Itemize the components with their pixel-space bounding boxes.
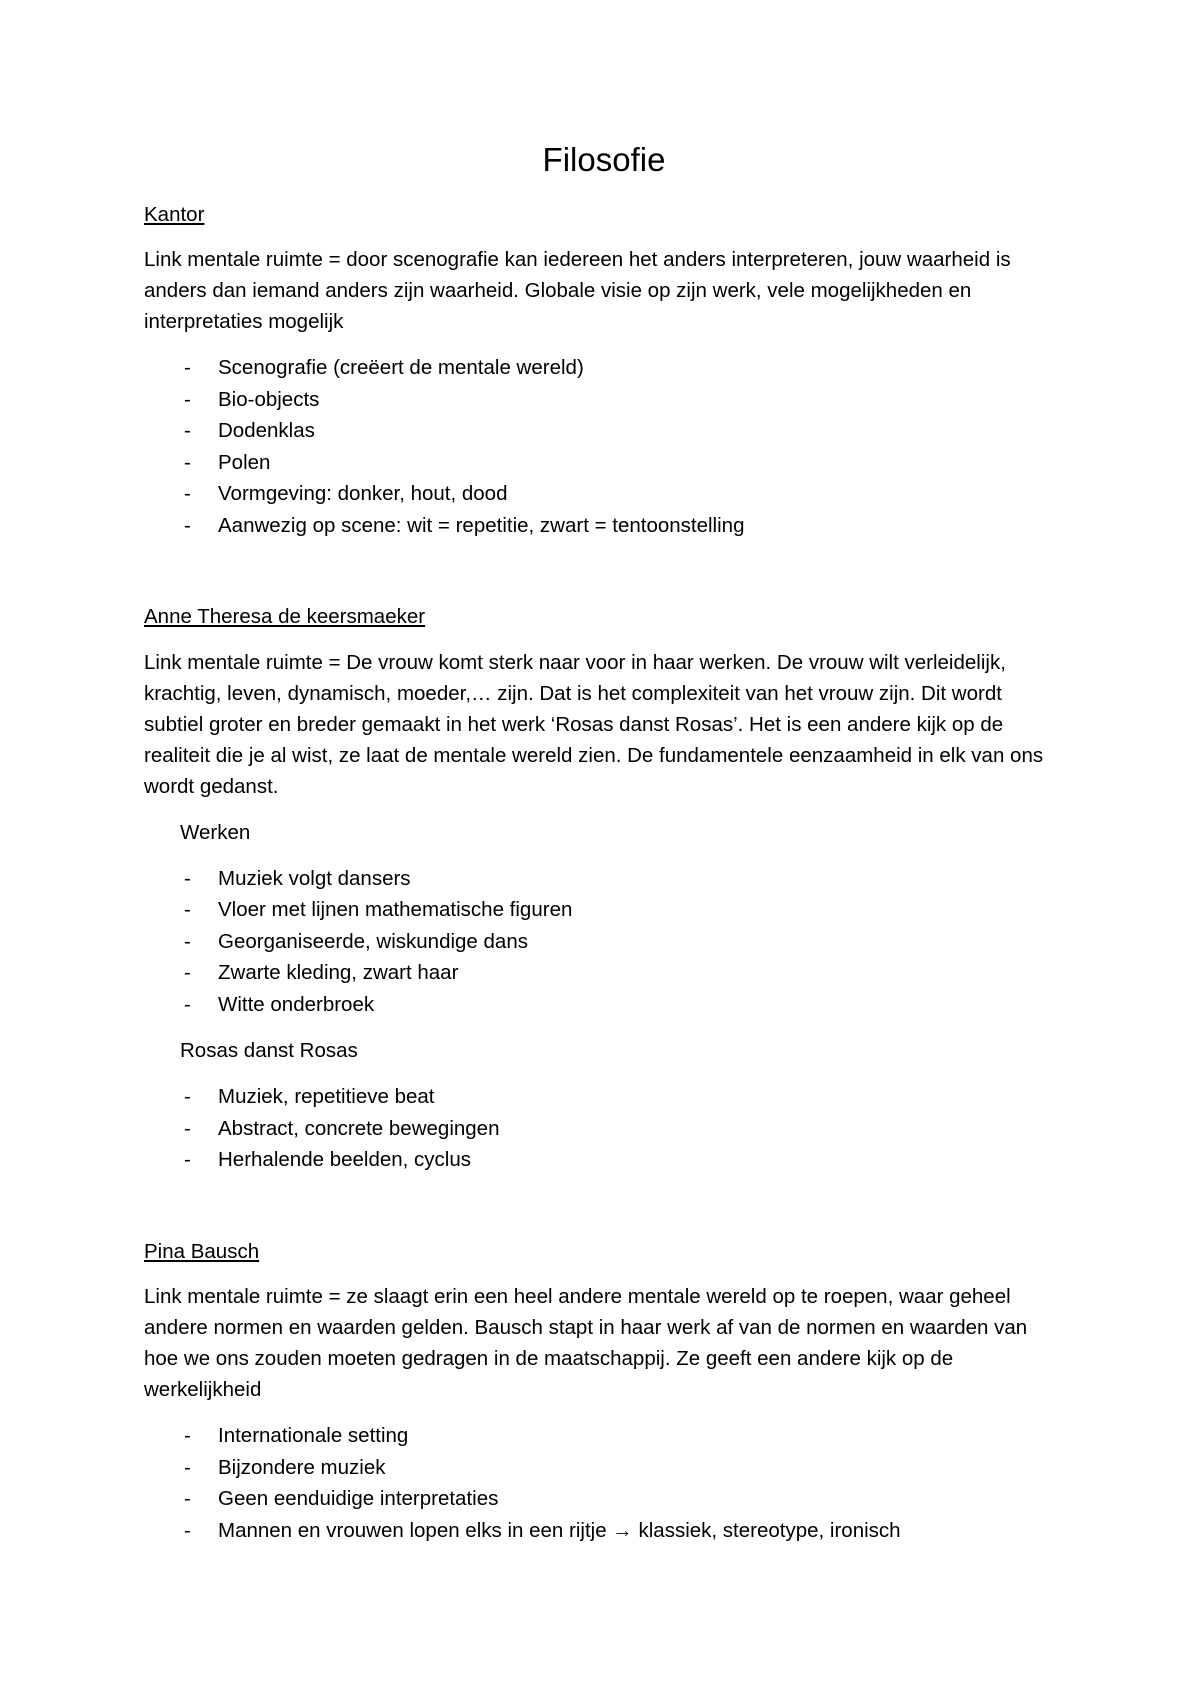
subheading-rosas-danst-rosas: Rosas danst Rosas bbox=[180, 1039, 358, 1063]
list-item: - Dodenklas bbox=[144, 415, 1064, 447]
document-page bbox=[144, 140, 1064, 1561]
list-item: - Aanwezig op scene: wit = repetitie, zwart = tentoonstelling bbox=[144, 510, 1064, 542]
list-item: - Internationale setting bbox=[144, 1420, 1064, 1452]
section-heading-kantor: Kantor bbox=[144, 202, 205, 226]
list-item: - Muziek volgt dansers bbox=[144, 863, 1064, 895]
paragraph-pina-bausch: Link mentale ruimte = ze slaagt erin een heel andere mentale wereld op te roepen, waar geheel andere normen en waarden gelden. Bausch stapt in haar werk af van de normen en waarden van hoe we ons zouden moeten gedragen in de maatschappij. Ze geeft een andere kijk op de werkelijkheid bbox=[144, 1285, 1028, 1402]
list-werken bbox=[144, 863, 1064, 1021]
list-rosas-danst-rosas bbox=[144, 1081, 1064, 1176]
right-arrow-icon: → bbox=[612, 1518, 633, 1542]
list-item-text: klassiek, stereotype, ironisch bbox=[632, 1518, 901, 1542]
list-item bbox=[144, 1515, 1064, 1547]
section-spacer bbox=[144, 556, 1064, 604]
list-item: - Georganiseerde, wiskundige dans bbox=[144, 926, 1064, 958]
list-item: - Bijzondere muziek bbox=[144, 1452, 1064, 1484]
list-item: - Geen eenduidige interpretaties bbox=[144, 1483, 1064, 1515]
list-item: - Abstract, concrete bewegingen bbox=[144, 1113, 1064, 1145]
section-spacer bbox=[144, 1191, 1064, 1239]
list-item: - Vloer met lijnen mathematische figuren bbox=[144, 894, 1064, 926]
paragraph-kantor: Link mentale ruimte = door scenografie kan iedereen het anders interpreteren, jouw waarheid is anders dan iemand anders zijn waarheid. Globale visie op zijn werk, vele mogelijkheden en interpretaties mogelijk bbox=[144, 248, 1011, 334]
list-item: - Witte onderbroek bbox=[144, 989, 1064, 1021]
document-title: Filosofie bbox=[542, 141, 666, 178]
list-pina-bausch bbox=[144, 1420, 1064, 1546]
list-item: - Polen bbox=[144, 447, 1064, 479]
list-item: - Scenografie (creëert de mentale wereld) bbox=[144, 352, 1064, 384]
paragraph-keersmaeker: Link mentale ruimte = De vrouw komt sterk naar voor in haar werken. De vrouw wilt verleidelijk, krachtig, leven, dynamisch, moeder,… zijn. Dat is het complexiteit van het vrouw zijn. Dit wordt subtiel groter en breder gemaakt in het werk ‘Rosas danst Rosas’. Het is een andere kijk op de realiteit die je al wist, ze laat de mentale wereld zien. De fundamentele eenzaamheid in elk van ons wordt gedanst. bbox=[144, 650, 1044, 798]
list-item: - Muziek, repetitieve beat bbox=[144, 1081, 1064, 1113]
list-item: - Zwarte kleding, zwart haar bbox=[144, 957, 1064, 989]
list-item: - Vormgeving: donker, hout, dood bbox=[144, 478, 1064, 510]
section-heading-pina-bausch: Pina Bausch bbox=[144, 1239, 260, 1263]
list-item: - Bio-objects bbox=[144, 384, 1064, 416]
subheading-werken: Werken bbox=[180, 820, 251, 844]
list-item: - Herhalende beelden, cyclus bbox=[144, 1144, 1064, 1176]
list-kantor bbox=[144, 352, 1064, 541]
section-heading-keersmaeker: Anne Theresa de keersmaeker bbox=[144, 605, 426, 629]
list-item-text: Mannen en vrouwen lopen elks in een rijtje bbox=[218, 1518, 613, 1542]
